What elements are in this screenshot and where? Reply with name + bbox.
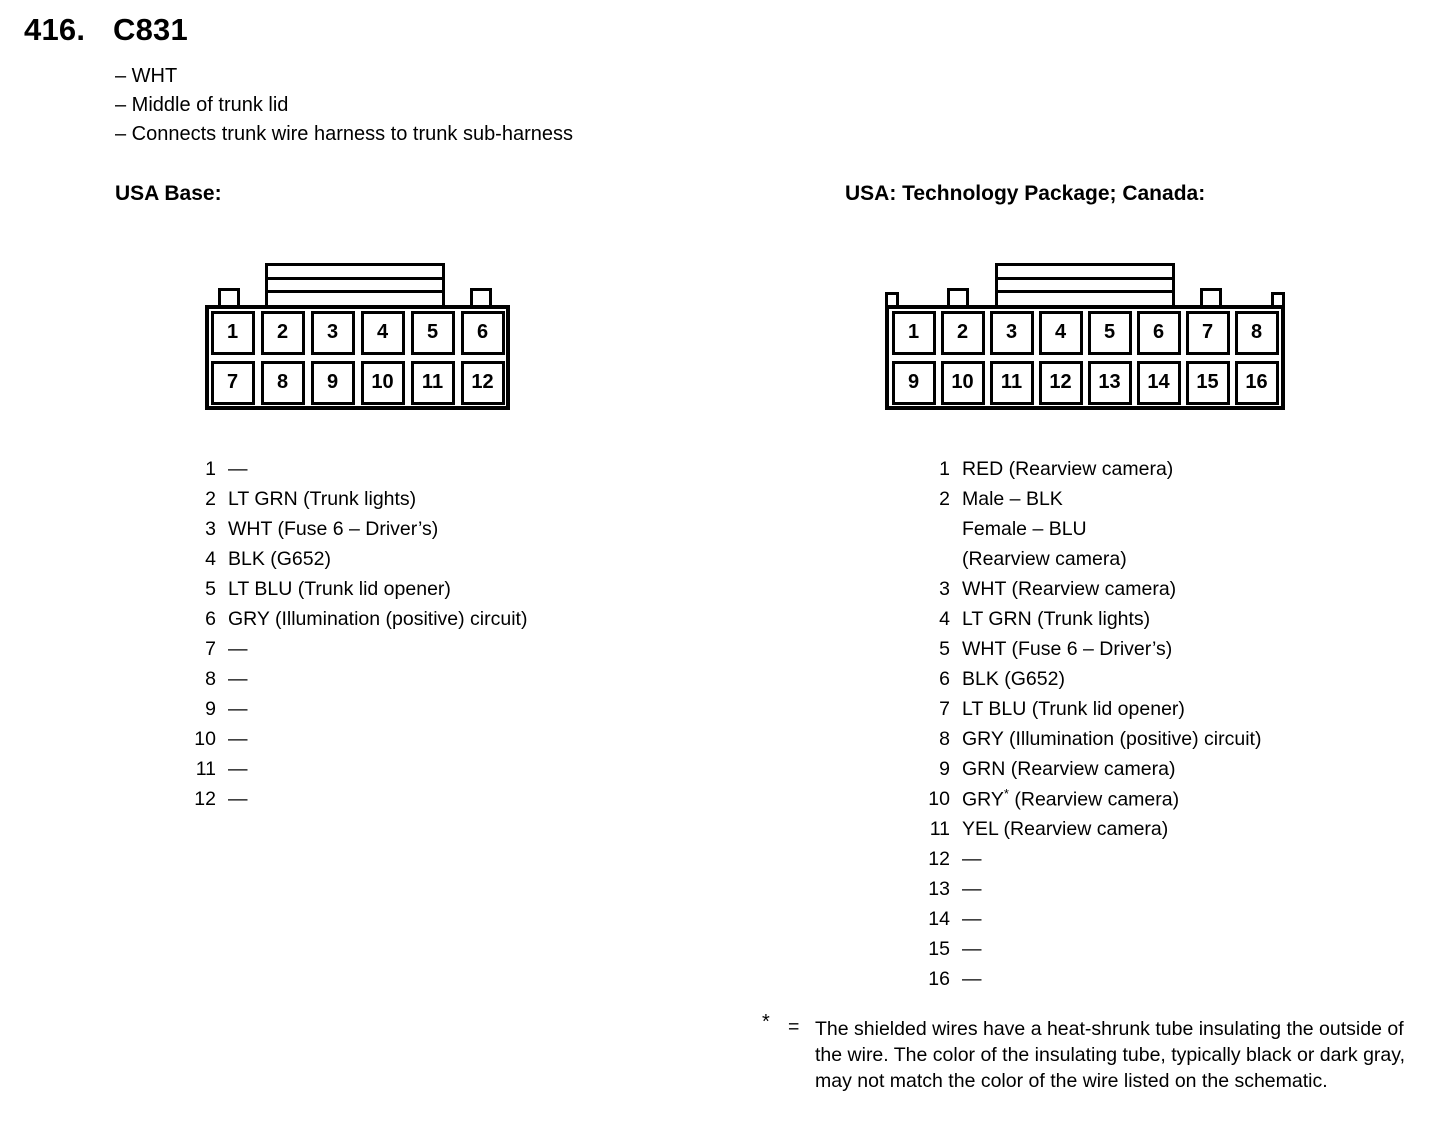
- pin-list-row: [905, 874, 1261, 904]
- section-heading-usa-base: USA Base:: [115, 182, 222, 205]
- pin-list-tech-package: [905, 454, 1261, 994]
- pin-number: 14: [928, 907, 950, 930]
- pin-list-row: [174, 544, 527, 574]
- pin-list-row: [174, 604, 527, 634]
- pin-cell-15: 15: [1186, 361, 1230, 405]
- latch-tab-line: [998, 290, 1172, 293]
- pin-number: 7: [205, 637, 216, 660]
- pin-list-row: [905, 604, 1261, 634]
- pin-number: 13: [928, 877, 950, 900]
- pin-number: 6: [939, 667, 950, 690]
- pin-description: WHT (Fuse 6 – Driver’s): [962, 637, 1173, 660]
- pin-list-row: [905, 754, 1261, 784]
- pin-description: —: [962, 907, 982, 930]
- pin-number: 4: [205, 547, 216, 570]
- description-line: – Connects trunk wire harness to trunk sub-harness: [115, 123, 573, 145]
- pin-description: —: [962, 937, 982, 960]
- pin-cell-6: 6: [1137, 311, 1181, 355]
- pin-cell-4: 4: [1039, 311, 1083, 355]
- pin-number: 2: [939, 487, 950, 510]
- pin-list-row: [174, 724, 527, 754]
- pin-number: 11: [195, 757, 216, 780]
- pin-description: —: [228, 637, 248, 660]
- pin-description: Female – BLU: [962, 517, 1087, 540]
- pin-description: LT GRN (Trunk lights): [962, 607, 1151, 630]
- page-title: [24, 12, 188, 48]
- pin-cell-13: 13: [1088, 361, 1132, 405]
- pin-list-row: [905, 814, 1261, 844]
- pin-cell-16: 16: [1235, 361, 1279, 405]
- pin-cell-5: 5: [411, 311, 455, 355]
- pin-cell-3: 3: [990, 311, 1034, 355]
- pin-description: BLK (G652): [228, 547, 331, 570]
- pin-list-row: [905, 904, 1261, 934]
- pin-description: GRN (Rearview camera): [962, 757, 1176, 780]
- pin-description: LT GRN (Trunk lights): [228, 487, 417, 510]
- latch-tab-line: [998, 277, 1172, 280]
- pin-cell-7: 7: [211, 361, 255, 405]
- pin-list-row: [905, 574, 1261, 604]
- pin-list-row: [905, 964, 1261, 994]
- latch-tab-line: [268, 277, 442, 280]
- pin-list-usa-base: [174, 454, 527, 814]
- pin-number: 12: [194, 787, 216, 810]
- pin-description: —: [228, 697, 248, 720]
- pin-list-row: [905, 844, 1261, 874]
- pin-list-row: [174, 484, 527, 514]
- pin-description: —: [228, 757, 248, 780]
- pin-grid-tech-package: [885, 305, 1285, 410]
- pin-number: 6: [205, 607, 216, 630]
- pin-cell-4: 4: [361, 311, 405, 355]
- pin-list-row: [174, 664, 527, 694]
- pin-description: —: [962, 967, 982, 990]
- footnote-text: The shielded wires have a heat-shrunk tube insulating the outside of the wire. The color of the insulating tube, typically black or dark gray, may not match the color of the wire listed on the schematic.: [815, 1018, 1405, 1092]
- pin-number: 4: [939, 607, 950, 630]
- section-heading-tech-package: USA: Technology Package; Canada:: [845, 182, 1206, 205]
- item-number: 416.: [24, 12, 86, 47]
- pin-number: 1: [205, 457, 216, 480]
- pin-list-row: [905, 634, 1261, 664]
- pin-cell-1: 1: [892, 311, 936, 355]
- pin-cell-7: 7: [1186, 311, 1230, 355]
- pin-number: 8: [205, 667, 216, 690]
- pin-description: GRY* (Rearview camera): [962, 786, 1180, 811]
- pin-cell-11: 11: [411, 361, 455, 405]
- pin-list-row: [905, 664, 1261, 694]
- pin-grid-usa-base: [205, 305, 510, 410]
- pin-number: 15: [928, 937, 950, 960]
- pin-number: 3: [205, 517, 216, 540]
- pin-list-row: [174, 784, 527, 814]
- pin-description: (Rearview camera): [962, 547, 1127, 570]
- pin-number: 10: [194, 727, 216, 750]
- pin-cell-8: 8: [261, 361, 305, 405]
- pin-description: —: [228, 727, 248, 750]
- pin-number: 2: [205, 487, 216, 510]
- pin-cell-12: 12: [461, 361, 505, 405]
- pin-description: GRY (Illumination (positive) circuit): [228, 607, 528, 630]
- pin-number: 5: [939, 637, 950, 660]
- pin-number: 12: [928, 847, 950, 870]
- pin-number: 10: [928, 787, 950, 810]
- pin-cell-10: 10: [361, 361, 405, 405]
- pin-description: —: [962, 847, 982, 870]
- pin-cell-5: 5: [1088, 311, 1132, 355]
- pin-cell-14: 14: [1137, 361, 1181, 405]
- pin-description: —: [228, 787, 248, 810]
- pin-list-row: [905, 724, 1261, 754]
- pin-list-row: [174, 754, 527, 784]
- pin-number: 7: [939, 697, 950, 720]
- pin-cell-6: 6: [461, 311, 505, 355]
- connector-description: [115, 62, 573, 149]
- connector-diagram-tech-package: [885, 263, 1285, 405]
- pin-cell-3: 3: [311, 311, 355, 355]
- pin-description: RED (Rearview camera): [962, 457, 1174, 480]
- pin-description: —: [228, 457, 248, 480]
- pin-description: LT BLU (Trunk lid opener): [228, 577, 451, 600]
- description-line: – Middle of trunk lid: [115, 94, 289, 116]
- pin-list-row: [174, 574, 527, 604]
- latch-tab-line: [268, 290, 442, 293]
- equals-sign: =: [788, 1016, 800, 1038]
- pin-list-row: [174, 514, 527, 544]
- pin-list-row: [174, 454, 527, 484]
- connector-latch-tab: [995, 263, 1175, 308]
- pin-cell-8: 8: [1235, 311, 1279, 355]
- pin-description: Male – BLK: [962, 487, 1063, 510]
- pin-list-row: [905, 544, 1261, 574]
- pin-number: 16: [928, 967, 950, 990]
- pin-number: 1: [939, 457, 950, 480]
- pin-cell-9: 9: [311, 361, 355, 405]
- connector-id: C831: [113, 12, 188, 47]
- pin-list-row: [905, 694, 1261, 724]
- pin-description: GRY (Illumination (positive) circuit): [962, 727, 1262, 750]
- pin-description: YEL (Rearview camera): [962, 817, 1169, 840]
- pin-cell-2: 2: [941, 311, 985, 355]
- pin-number: 3: [939, 577, 950, 600]
- pin-description: BLK (G652): [962, 667, 1065, 690]
- pin-number: 8: [939, 727, 950, 750]
- pin-cell-12: 12: [1039, 361, 1083, 405]
- footnote: [762, 1011, 1420, 1094]
- pin-cell-2: 2: [261, 311, 305, 355]
- pin-list-row: [174, 634, 527, 664]
- pin-description: WHT (Fuse 6 – Driver’s): [228, 517, 439, 540]
- pin-list-row: [905, 784, 1261, 814]
- pin-description: LT BLU (Trunk lid opener): [962, 697, 1185, 720]
- pin-number: 5: [205, 577, 216, 600]
- pin-number: 9: [205, 697, 216, 720]
- asterisk-symbol: *: [762, 1011, 770, 1033]
- connector-diagram-usa-base: [205, 263, 510, 410]
- pin-list-row: [905, 514, 1261, 544]
- pin-description: —: [962, 877, 982, 900]
- connector-latch-tab: [265, 263, 445, 308]
- pin-list-row: [174, 694, 527, 724]
- pin-list-row: [905, 454, 1261, 484]
- pin-number: 9: [939, 757, 950, 780]
- asterisk-marker: *: [1003, 786, 1009, 802]
- pin-list-row: [905, 484, 1261, 514]
- pin-cell-9: 9: [892, 361, 936, 405]
- description-line: – WHT: [115, 65, 178, 87]
- pin-description: —: [228, 667, 248, 690]
- pin-cell-10: 10: [941, 361, 985, 405]
- pin-list-row: [905, 934, 1261, 964]
- pin-cell-11: 11: [990, 361, 1034, 405]
- pin-number: 11: [929, 817, 950, 840]
- pin-description: WHT (Rearview camera): [962, 577, 1177, 600]
- pin-cell-1: 1: [211, 311, 255, 355]
